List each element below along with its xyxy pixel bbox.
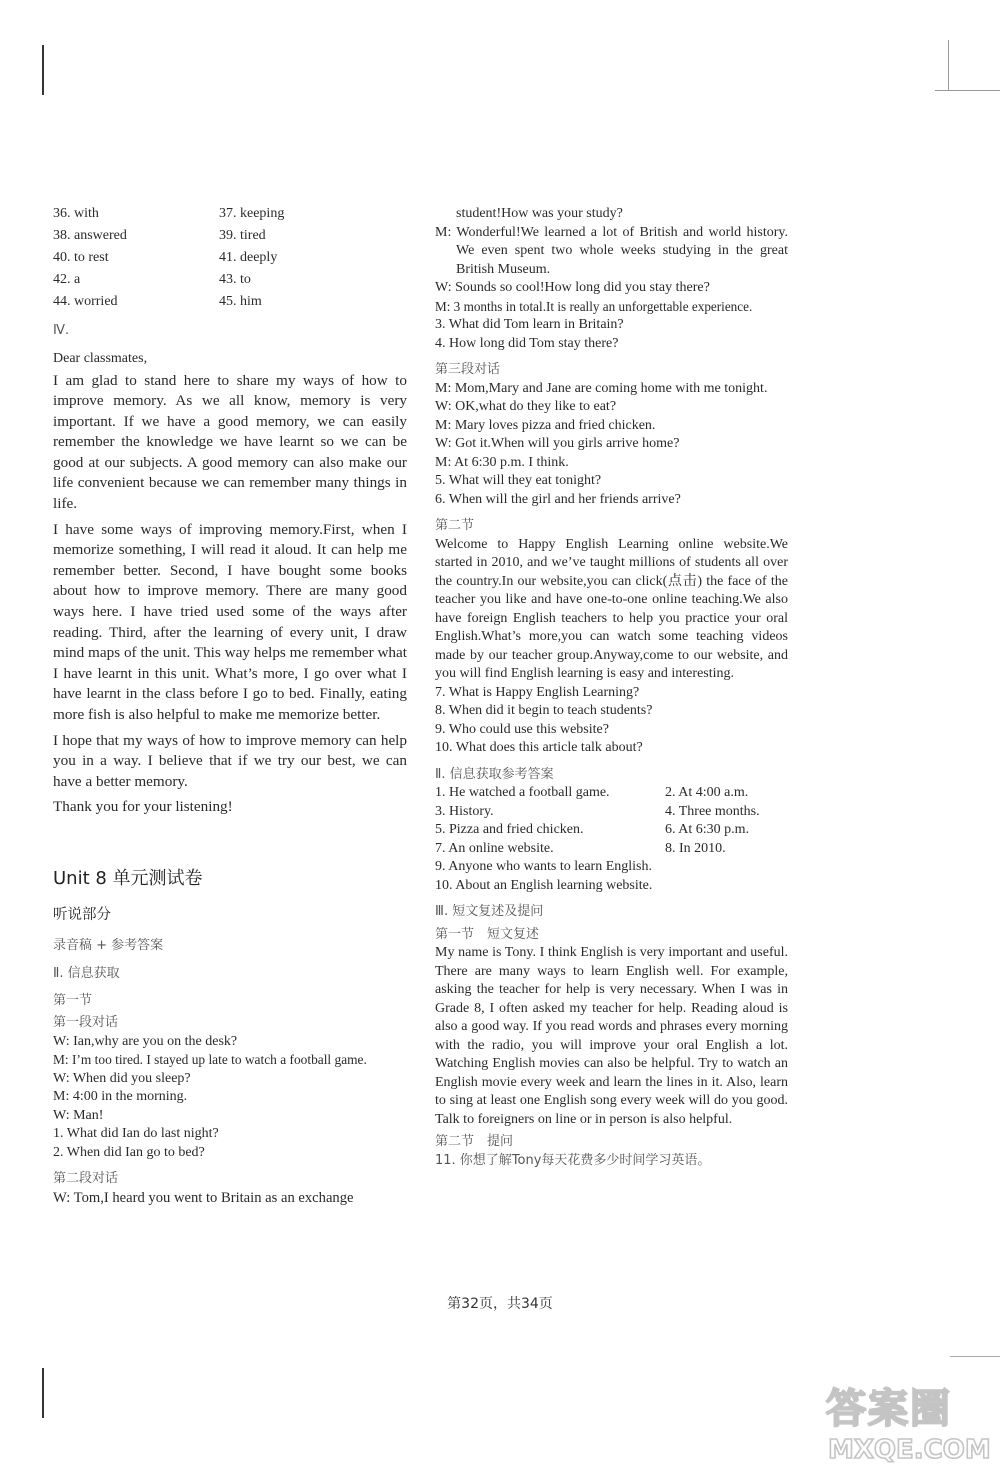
answer-39: 39. tired	[219, 228, 266, 243]
letter-paragraph: I hope that my ways of how to improve memory can help you in a way. I believe that if we try our best, we can have a better memory.	[53, 731, 407, 790]
crop-mark-bottom-left	[42, 1368, 44, 1418]
dialogue-line: W: Tom,I heard you went to Britain as an exchange	[53, 1189, 354, 1206]
answer-item: 9. Anyone who wants to learn English.	[435, 859, 652, 874]
answer-43: 43. to	[219, 272, 251, 287]
dialogue3-label: 第三段对话	[435, 362, 501, 377]
answer-36: 36. with	[53, 206, 99, 221]
question-line: 8. When did it begin to teach students?	[435, 703, 653, 718]
answer-item: 2. At 4:00 a.m.	[665, 785, 749, 800]
passage-text: Welcome to Happy English Learning online website.We started in 2010, and we’ve taught millions of students all over the country.In our website,you can click(点击) the face of the teacher you like and have one-to-one online teaching.We also have foreign English teachers to help you practice your oral English.What’s more,you can watch some teaching videos made by our teacher group.Anyway,come to our website, and you will find English learning is easy and interesting.	[435, 536, 788, 681]
dialogue-line: M: I’m too tired. I stayed up late to watch a football game.	[53, 1052, 367, 1068]
listening-section-title: 听说部分	[53, 907, 111, 924]
letter-closing: Thank you for your listening!	[53, 798, 233, 816]
crop-mark-bottom-right-h	[950, 1356, 1000, 1357]
part2-label: 第二节	[435, 518, 475, 533]
question-line: 9. Who could use this website?	[435, 721, 609, 737]
question-line: 4. How long did Tom stay there?	[435, 335, 619, 351]
dialogue2-label: 第二段对话	[53, 1171, 119, 1187]
dialogue-line: M: 3 months in total.It is really an unforgettable experience.	[435, 298, 753, 314]
dialogue-line: W: Sounds so cool!How long did you stay there?	[435, 280, 710, 295]
retell-part1-label: 第一节 短文复述	[435, 926, 540, 942]
watermark-text-url: MXQE.COM	[828, 1435, 990, 1465]
letter-paragraph: I have some ways of improving memory.First, when I memorize something, I will read it aloud. It can help me remember better. Second, I have bought some books about how to improve memory. There are many good ways here. I have tried used some of the ways after reading. Third, after the learning of every unit, I draw mind maps of the unit. This way helps me remember what I have learnt in this unit. What’s more, I go over what I have learnt in the class before I go to bed. Finally, eating more fish is also helpful to make me memorize better.	[53, 520, 407, 723]
answer-item: 7. An online website.	[435, 840, 554, 856]
dialogue-line: W: Got it.When will you girls arrive home?	[435, 436, 680, 451]
part1-label: 第一节	[53, 992, 93, 1008]
question-line: 2. When did Ian go to bed?	[53, 1144, 205, 1160]
dialogue-line: W: When did you sleep?	[53, 1070, 191, 1086]
answer-item: 8. In 2010.	[665, 840, 726, 856]
answer-37: 37. keeping	[219, 206, 285, 221]
answer-45: 45. him	[219, 294, 262, 309]
dialogue-line: M: At 6:30 p.m. I think.	[435, 454, 569, 470]
right-column	[435, 205, 788, 1170]
watermark-text-main: 答案圈	[826, 1386, 952, 1432]
section-iv-heading: Ⅳ.	[53, 322, 70, 338]
question-line: 7. What is Happy English Learning?	[435, 684, 640, 700]
answer-42: 42. a	[53, 272, 81, 287]
answer-38: 38. answered	[53, 228, 127, 243]
page-number: 第32页，共34页	[447, 1296, 553, 1312]
dialogue-line: W: OK,what do they like to eat?	[435, 399, 617, 414]
question-line: 5. What will they eat tonight?	[435, 473, 602, 488]
answer-41: 41. deeply	[219, 250, 278, 265]
retell-part2-label: 第二节 提问	[435, 1134, 514, 1149]
crop-mark-top-left	[42, 45, 44, 95]
crop-mark-top-right-v	[948, 40, 949, 90]
question-11: 11. 你想了解Tony每天花费多少时间学习英语。	[435, 1152, 711, 1168]
answer-item: 3. History.	[435, 803, 494, 819]
watermark-graphic	[820, 1370, 990, 1465]
crop-mark-top-right-h	[935, 90, 1000, 91]
answer-44: 44. worried	[53, 294, 118, 309]
dialogue-line: W: Ian,why are you on the desk?	[53, 1033, 238, 1049]
dialogue1-label: 第一段对话	[53, 1015, 119, 1031]
answer-key-36-45	[53, 205, 407, 312]
letter-paragraph: I am glad to stand here to share my ways of how to improve memory. As we all know, memory is very important. If we have a good memory, we can easily remember the knowledge we have learnt so we can be good at our subjects. A good memory can also make our life convenient because we can remember many things in life.	[53, 371, 407, 513]
unit-title: Unit 8 单元测试卷	[53, 867, 203, 889]
answer-40: 40. to rest	[53, 250, 109, 265]
answer-item: 4. Three months.	[665, 803, 760, 819]
answer-item: 10. About an English learning website.	[435, 877, 653, 893]
question-line: 10. What does this article talk about?	[435, 740, 643, 755]
watermark-logo	[820, 1370, 990, 1465]
answer-item: 6. At 6:30 p.m.	[665, 822, 750, 837]
question-line: 6. When will the girl and her friends arrive?	[435, 491, 681, 507]
dialogue-line: M: Mary loves pizza and fried chicken.	[435, 417, 656, 433]
left-column	[53, 205, 407, 1207]
recording-label: 录音稿 + 参考答案	[53, 937, 164, 953]
answer-item: 5. Pizza and fried chicken.	[435, 822, 584, 837]
retell-text: My name is Tony. I think English is very important and useful. There are many ways to learn English well. For example, asking the teacher for help is very necessary. When I was in Grade 8, I often asked my teacher for help. Reading aloud is also a good way. If you read words and phrases every morning with the radio, you will improve your oral English a lot. Watching English movies can also be helpful. Try to watch an English movie every week and learn the lines in it. Also, learn to sing at least one English song every week will do you good. Talk to foreigners on line or in person is also helpful.	[435, 945, 788, 1127]
answers-section-title: Ⅱ. 信息获取参考答案	[435, 766, 554, 782]
dialogue-line: W: Man!	[53, 1107, 104, 1123]
retell-section-title: Ⅲ. 短文复述及提问	[435, 904, 544, 919]
dialogue-line: M: 4:00 in the morning.	[53, 1089, 188, 1105]
answer-item: 1. He watched a football game.	[435, 785, 610, 800]
dialogue-line: student!How was your study?	[456, 206, 623, 221]
answer-key-1-8	[435, 784, 788, 858]
dialogue-line: M: Mom,Mary and Jane are coming home with me tonight.	[435, 380, 768, 396]
question-line: 3. What did Tom learn in Britain?	[435, 317, 624, 332]
question-line: 1. What did Ian do last night?	[53, 1126, 219, 1142]
letter-salutation: Dear classmates,	[53, 351, 148, 366]
info-section-title: Ⅱ. 信息获取	[53, 966, 120, 982]
dialogue-line: M: Wonderful!We learned a lot of British and world history. We even spent two whole weeks studying in the great British Museum.	[435, 224, 788, 277]
